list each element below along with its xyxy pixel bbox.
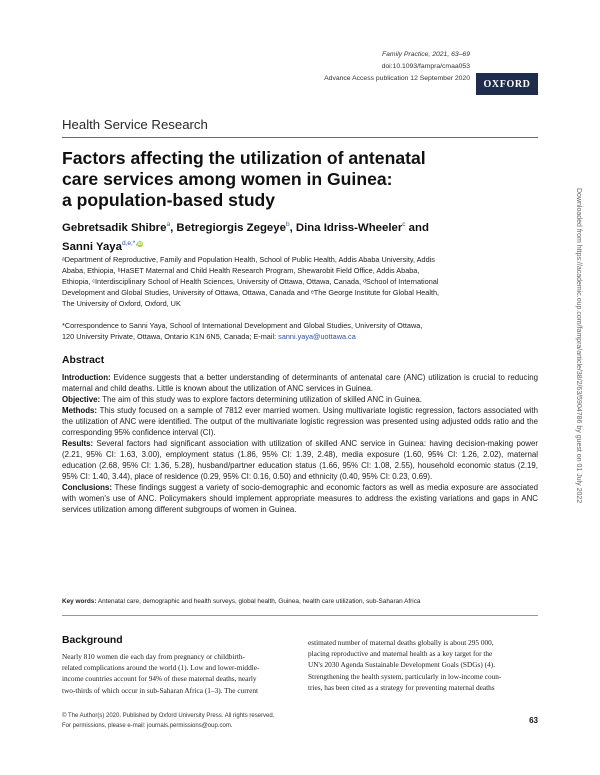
text-line: Nearly 810 women die each day from pregnancy or childbirth- <box>62 652 245 661</box>
title-line: Factors affecting the utilization of antenatal <box>62 148 426 168</box>
title-line: a population-based study <box>62 190 276 210</box>
affiliation-line: The University of Oxford, Oxford, UK <box>62 299 181 308</box>
correspondence-line: *Correspondence to Sanni Yaya, School of International Development and Global Studies, University of Ottawa, <box>62 321 423 330</box>
background-heading: Background <box>62 635 123 646</box>
author-name[interactable]: Sanni Yaya <box>62 240 122 253</box>
text-line: related complications around the world (1). Low and lower-middle- <box>62 663 260 673</box>
oxford-logo <box>476 73 538 95</box>
author-name[interactable]: Betregiorgis Zegeye <box>176 221 286 234</box>
page-number: 63 <box>529 716 538 725</box>
affiliation-line: Ababa, Ethiopia, ᵇHaSET Maternal and Child Health Research Program, Shewarobit Field Office, Addis Ababa, <box>62 266 420 275</box>
affiliation-marker[interactable]: d,e,*, <box>121 239 138 247</box>
correspondence <box>62 320 542 342</box>
author-list: Gebretsadik Shibre$^a$, Betregiorgis Zegeye$^b$, Dina Idriss-Wheeler$^c$ and Sanni Yaya$^{d,e,*,}$iD <box>62 221 429 253</box>
download-watermark: Downloaded from https://academic.oup.com/fampra/article/38/2/63/5904786 by guest on 01 July 2022 <box>575 188 582 504</box>
affiliation-marker[interactable]: a <box>166 221 171 228</box>
background-left-column <box>62 651 290 696</box>
article-title <box>62 148 532 211</box>
author-name[interactable]: Dina Idriss-Wheeler <box>295 221 403 234</box>
doi-line[interactable]: doi:10.1093/fampra/cmaa053 <box>381 63 470 70</box>
abstract-heading: Abstract <box>62 355 105 366</box>
text-line: estimated number of maternal deaths globally is about 295 000, <box>308 638 494 647</box>
abstract-introduction: Introduction: Evidence suggests that a better understanding of determinants of antenatal care (ANC) utilization is crucial to reducing maternal and child deaths. Little is known about the utilization of ANC services in Guinea. <box>62 373 538 393</box>
author-name[interactable]: Gebretsadik Shibre <box>62 221 167 234</box>
correspondence-line: 120 University Private, Ottawa, Ontario K1N 6N5, Canada; E-mail: sanni.yaya@uottawa.ca <box>62 332 356 341</box>
oxford-logo-text: OXFORD <box>483 78 531 90</box>
author-conjunction: and <box>408 221 429 234</box>
abstract-conclusions: Conclusions: These findings suggest a variety of socio-demographic and economic factors as well as media exposure are associated with women's use of ANC. Policymakers should implement appropriate measures to address the existing variations and gaps in ANC services utilization among different subgroups of women in Guinea. <box>62 483 538 514</box>
email-link[interactable]: sanni.yaya@uottawa.ca <box>278 332 356 341</box>
text-line: UN's 2030 Agenda Sustainable Development Goals (SDGs) (4). <box>308 660 495 670</box>
keywords-divider <box>62 615 538 616</box>
abstract-body <box>62 372 538 515</box>
abstract-objective: Objective: The aim of this study was to explore factors determining utilization of skilled ANC in Guinea. <box>62 395 422 404</box>
affiliation-line: Development and Global Studies, University of Ottawa, Ottawa, Canada and ᵉThe George Institute for Global Health, <box>62 288 440 297</box>
affiliation-line: Ethiopia, ᶜInterdisciplinary School of Health Sciences, University of Ottawa, Ottawa, Canada, ᵈSchool of International <box>62 277 439 286</box>
title-line: care services among women in Guinea: <box>62 169 393 189</box>
affiliations <box>62 254 542 309</box>
text-line: Strengthening the health system, particularly in low-income coun- <box>308 671 502 681</box>
text-line: tries, has been cited as a strategy for preventing maternal deaths <box>308 682 495 692</box>
copyright-line: © The Author(s) 2020. Published by Oxford University Press. All rights reserved. <box>62 713 275 719</box>
orcid-icon[interactable]: iD <box>137 240 143 246</box>
journal-citation: Family Practice, 2021, 63–69 <box>381 51 470 58</box>
advance-access-line: Advance Access publication 12 September 2020 <box>324 75 470 82</box>
affiliation-marker[interactable]: c <box>402 221 406 228</box>
affiliation-line: ᵃDepartment of Reproductive, Family and Population Health, School of Public Health, Addis Ababa University, Addis <box>62 255 435 264</box>
permissions-line: For permissions, please e-mail: journals.permissions@oup.com. <box>62 723 233 729</box>
abstract-results: Results: Several factors had significant association with utilization of skilled ANC service in Guinea: having decision-making power (2.21, 95% CI: 1.63, 3.00), employment status (1.86, 95% CI: 1.39, 2.48), media exposure (1.60, 95% CI: 1.26, 2.02), maternal education (2.68, 95% CI: 1.36, 5.28), husband/partner education status (1.66, 95% CI: 1.08, 2.55), household economic status (2.19, 95% CI: 1.40, 3.44), place of residence (0.29, 95% CI: 0.16, 0.50) and ethnicity (0.40, 95% CI: 0.23, 0.69). <box>62 439 538 481</box>
text-line: two-thirds of which occur in sub-Saharan Africa (1–3). The current <box>62 685 259 695</box>
section-label: Health Service Research <box>62 117 208 132</box>
affiliation-marker[interactable]: b <box>285 221 290 228</box>
background-right-column <box>308 637 538 693</box>
text-line: placing reproductive and maternal health as a key target for the <box>308 649 493 659</box>
section-divider <box>62 137 538 138</box>
keywords: Key words: Antenatal care, demographic and health surveys, global health, Guinea, health care utilization, sub-Saharan Africa <box>62 598 421 605</box>
abstract-methods: Methods: This study focused on a sample of 7812 ever married women. Using multivariate logistic regression, factors associated with the utilization of ANC were identified. The output of the multivariate logistic regression was presented using adjusted odds ratio and the corresponding 95% confidence interval (CI). <box>62 406 538 437</box>
text-line: income countries account for 94% of these maternal deaths, nearly <box>62 674 257 684</box>
